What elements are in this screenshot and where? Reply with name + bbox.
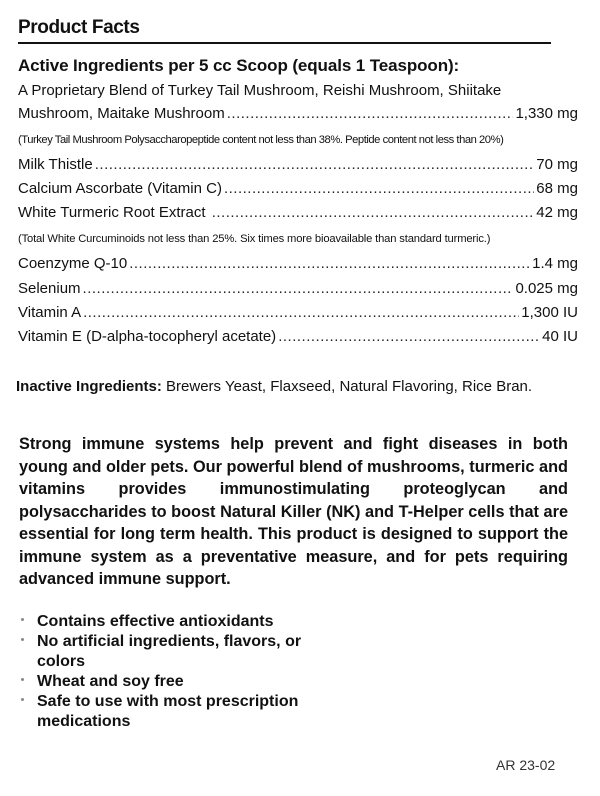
bullet-icon (21, 618, 24, 621)
turmeric-note: (Total White Curcuminoids not less than 25%. Six times more bioavailable than standard turmeric.) (18, 233, 491, 245)
list-item (18, 632, 338, 672)
dot-leader (278, 328, 540, 345)
product-description: Strong immune systems help prevent and fight diseases in both young and older pets. Our powerful blend of mushrooms, turmeric and vitamins provides immunostimulating proteoglycan and polysaccharides to boost Natural Killer (NK) and T-Helper cells that are essential for long term health. This product is designed to support the immune system as a preventative measure, and for pets requiring advanced immune support. (19, 435, 568, 588)
ingredient-row (18, 156, 578, 178)
dot-leader (227, 105, 514, 122)
ingredient-name: White Turmeric Root Extract (18, 204, 210, 221)
ingredient-amount: 1,300 IU (521, 304, 578, 321)
list-item-text: Contains effective antioxidants (37, 613, 274, 630)
ingredient-name: Vitamin E (D-alpha-tocopheryl acetate) (18, 328, 277, 345)
list-item (18, 612, 338, 632)
ingredient-row-blend (18, 105, 578, 127)
ingredient-amount: 42 mg (536, 204, 578, 221)
bullet-icon (21, 678, 24, 681)
ingredient-amount: 68 mg (536, 180, 578, 197)
bullet-icon (21, 698, 24, 701)
ingredient-amount: 1,330 mg (515, 105, 578, 122)
document-code: AR 23-02 (496, 757, 556, 773)
ingredient-name: Coenzyme Q-10 (18, 255, 128, 272)
list-item (18, 672, 338, 692)
dot-leader (95, 156, 535, 173)
ingredient-name: Calcium Ascorbate (Vitamin C) (18, 180, 222, 197)
list-item (18, 692, 338, 732)
ingredient-row (18, 204, 578, 226)
ingredient-row (18, 304, 578, 326)
bullet-icon (21, 638, 24, 641)
ingredient-amount: 1.4 mg (532, 255, 578, 272)
ingredient-amount: 0.025 mg (515, 280, 578, 297)
inactive-ingredients-label: Inactive Ingredients: (16, 378, 162, 395)
dot-leader (83, 304, 519, 321)
ingredient-row (18, 255, 578, 277)
ingredient-name: Mushroom, Maitake Mushroom (18, 105, 225, 122)
list-item-text: Safe to use with most prescription medications (37, 693, 299, 730)
page-title: Product Facts (18, 17, 140, 38)
title-divider (18, 42, 551, 44)
benefits-list (18, 612, 338, 732)
ingredient-row (18, 280, 578, 302)
ingredient-amount: 70 mg (536, 156, 578, 173)
ingredient-name: Vitamin A (18, 304, 82, 321)
dot-leader (83, 280, 514, 297)
dot-leader (224, 180, 534, 197)
ingredient-amount: 40 IU (542, 328, 578, 345)
ingredient-row (18, 328, 578, 350)
list-item-text: Wheat and soy free (37, 673, 184, 690)
ingredient-name: Selenium (18, 280, 81, 297)
list-item-text: No artificial ingredients, flavors, or colors (37, 633, 302, 670)
active-ingredients-heading: Active Ingredients per 5 cc Scoop (equals 1 Teaspoon): (18, 56, 460, 75)
inactive-ingredients-value: Brewers Yeast, Flaxseed, Natural Flavoring, Rice Bran. (161, 378, 533, 395)
blend-note: (Turkey Tail Mushroom Polysaccharopeptide content not less than 38%. Peptide content not less than 20%) (18, 134, 504, 146)
inactive-ingredients (16, 378, 532, 395)
dot-leader (129, 255, 530, 272)
dot-leader (212, 204, 535, 221)
ingredient-row (18, 180, 578, 202)
ingredient-name: Milk Thistle (18, 156, 93, 173)
blend-line-1: A Proprietary Blend of Turkey Tail Mushroom, Reishi Mushroom, Shiitake (18, 82, 502, 99)
